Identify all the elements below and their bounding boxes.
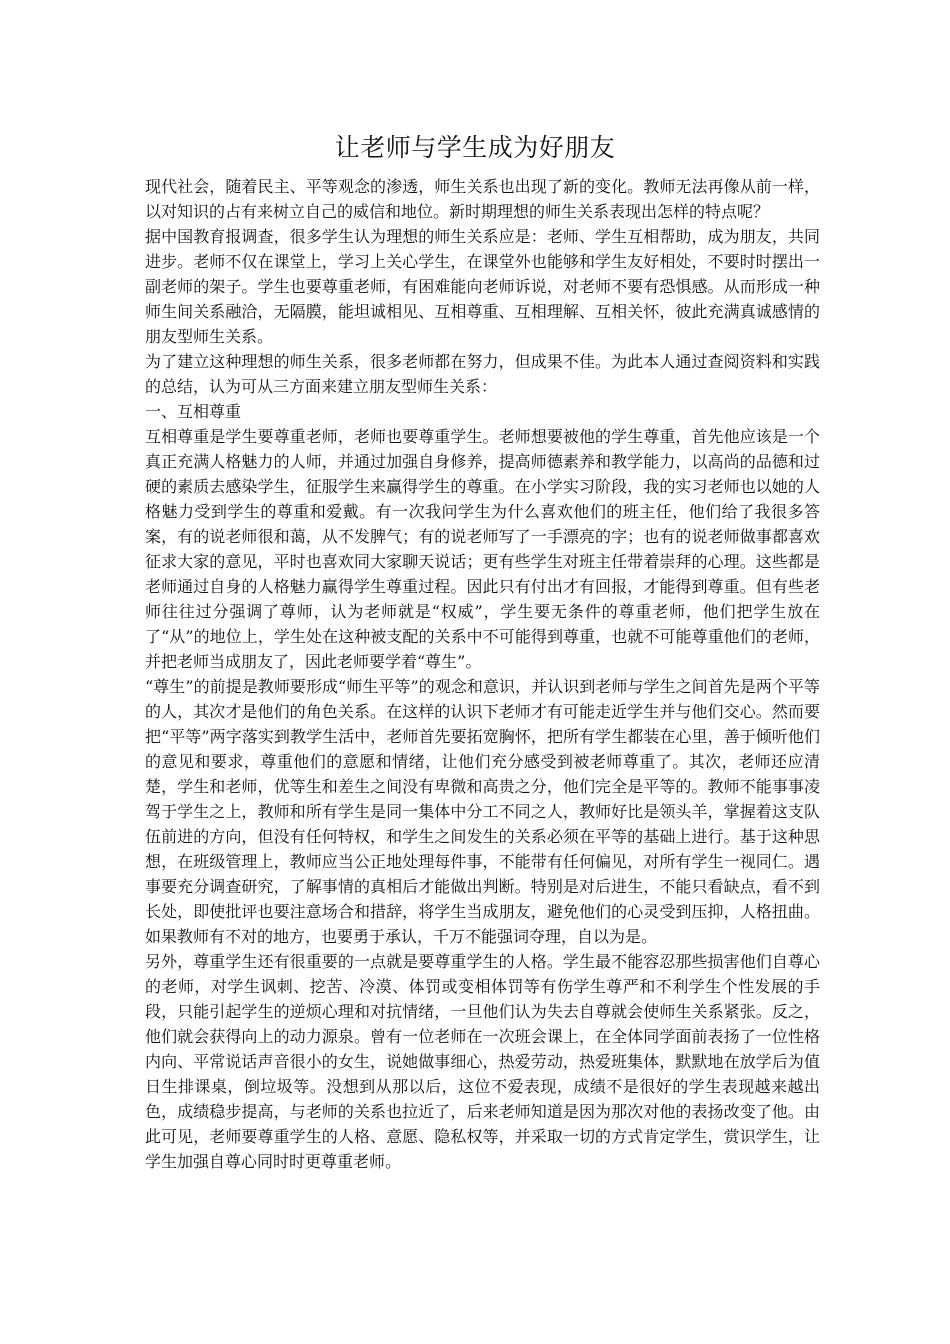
intro-paragraph-1: 现代社会，随着民主、平等观念的渗透，师生关系也出现了新的变化。教师无法再像从前一样，以对知识的占有来树立自己的威信和地位。新时期理想的师生关系表现出怎样的特点呢？ xyxy=(145,177,820,221)
section-mutual-respect xyxy=(145,399,820,1174)
document-title: 让老师与学生成为好朋友 xyxy=(334,133,616,162)
section-heading: 一、互相尊重 xyxy=(145,402,242,421)
section-paragraph-2: “尊生”的前提是教师要形成“师生平等”的观念和意识，并认识到老师与学生之间首先是两个平等的人，其次才是他们的角色关系。在这样的认识下老师才有可能走近学生并与他们交心。然而要把“平等”两字落实到教学生活中，老师首先要拓宽胸怀，把所有学生都装在心里，善于倾听他们的意见和要求，尊重他们的意愿和情绪，让他们充分感受到被老师尊重了。其次，老师还应清楚，学生和老师，优等生和差生之间没有卑微和高贵之分，他们完全是平等的。教师不能事事凌驾于学生之上，教师和所有学生是同一集体中分工不同之人，教师好比是领头羊，掌握着这支队伍前进的方向，但没有任何特权，和学生之间发生的关系必须在平等的基础上进行。基于这种思想，在班级管理上，教师应当公正地处理每件事，不能带有任何偏见，对所有学生一视同仁。遇事要充分调查研究，了解事情的真相后才能做出判断。特别是对后进生，不能只看缺点，看不到长处，即使批评也要注意场合和措辞，将学生当成朋友，避免他们的心灵受到压抑，人格扭曲。如果教师有不对的地方，也要勇于承认，千万不能强词夺理，自以为是。 xyxy=(145,677,820,946)
intro-paragraph-2: 据中国教育报调查，很多学生认为理想的师生关系应是：老师、学生互相帮助，成为朋友，共同进步。老师不仅在课堂上，学习上关心学生，在课堂外也能够和学生友好相处，不要时时摆出一副老师的架子。学生也要尊重老师，有困难能向老师诉说，对老师不要有恐惧感。从而形成一种师生间关系融洽，无隔膜，能坦诚相见、互相尊重、互相理解、互相关怀，彼此充满真诚感情的朋友型师生关系。 xyxy=(145,227,820,346)
document-body xyxy=(145,174,820,1174)
section-paragraph-3: 另外，尊重学生还有很重要的一点就是要尊重学生的人格。学生最不能容忍那些损害他们自尊心的老师，对学生讽刺、挖苦、冷漠、体罚或变相体罚等有伤学生尊严和不利学生个性发展的手段，只能引起学生的逆烦心理和对抗情绪，一旦他们认为失去自尊就会使师生关系紧张。反之，他们就会获得向上的动力源泉。曾有一位老师在一次班会课上，在全体同学面前表扬了一位性格内向、平常说话声音很小的女生，说她做事细心，热爱劳动，热爱班集体，默默地在放学后为值日生排课桌，倒垃圾等。没想到从那以后，这位不爱表现，成绩不是很好的学生表现越来越出色，成绩稳步提高，与老师的关系也拉近了，后来老师知道是因为那次对他的表扬改变了他。由此可见，老师要尊重学生的人格、意愿、隐私权等，并采取一切的方式肯定学生，赏识学生，让学生加强自尊心同时时更尊重老师。 xyxy=(145,952,820,1171)
section-paragraph-1: 互相尊重是学生要尊重老师，老师也要尊重学生。老师想要被他的学生尊重，首先他应该是一个真正充满人格魅力的人师，并通过加强自身修养，提高师德素养和教学能力，以高尚的品德和过硬的素质去感染学生，征服学生来赢得学生的尊重。在小学实习阶段，我的实习老师也以她的人格魅力受到学生的尊重和爱戴。有一次我问学生为什么喜欢他们的班主任，他们给了我很多答案，有的说老师很和蔼，从不发脾气；有的说老师写了一手漂亮的字；也有的说老师做事都喜欢征求大家的意见，平时也喜欢同大家聊天说话；更有些学生对班主任带着崇拜的心理。这些都是老师通过自身的人格魅力赢得学生尊重过程。因此只有付出才有回报，才能得到尊重。但有些老师往往过分强调了尊师，认为老师就是“权威”，学生要无条件的尊重老师，他们把学生放在了“从”的地位上，学生处在这种被支配的关系中不可能得到尊重，也就不可能尊重他们的老师，并把老师当成朋友了，因此老师要学着“尊生”。 xyxy=(145,427,820,671)
intro-paragraph-3: 为了建立这种理想的师生关系，很多老师都在努力，但成果不佳。为此本人通过查阅资料和实践的总结，认为可从三方面来建立朋友型师生关系： xyxy=(145,352,820,396)
